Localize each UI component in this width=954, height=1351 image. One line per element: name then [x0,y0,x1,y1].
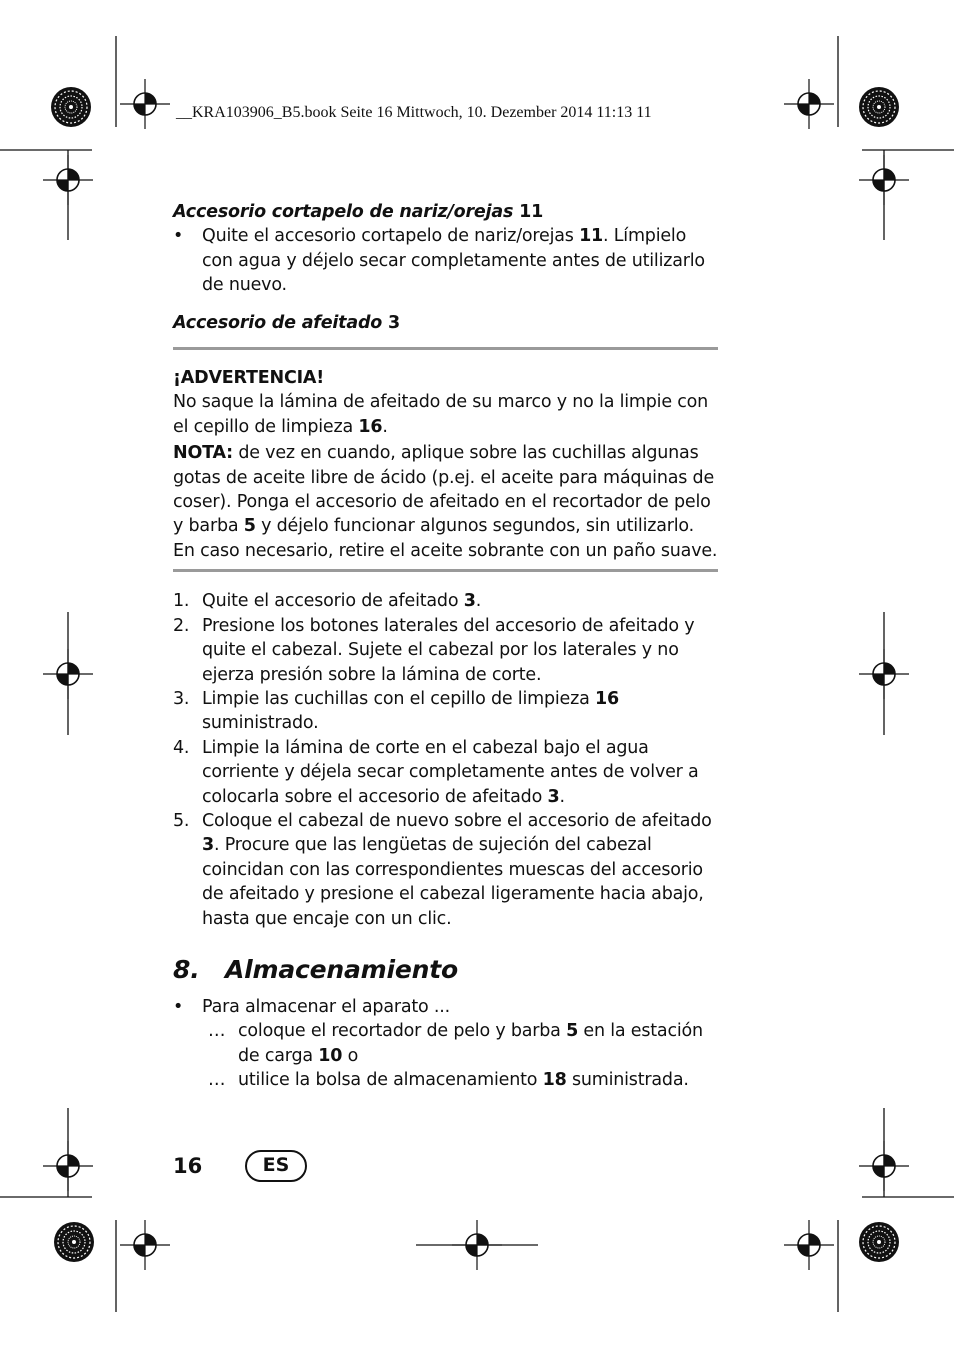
list-item: 5. Coloque el cabezal de nuevo sobre el accesorio de afeitado 3. Procure que las lengüetas de sujeción del cabezal coincidan con las correspondientes muescas del accesorio de afeitado y presione el cabezal ligeramente hacia abajo, hasta que encaje con un clic. [173,810,712,929]
list-item: 4. Limpie la lámina de corte en el cabezal bajo el agua corriente y déjela secar completamente antes de volver a colocarla sobre el accesorio de afeitado 3. [173,737,699,807]
registration-mark-icon [784,79,834,129]
subheading-shaver: Accesorio de afeitado 3 [173,312,400,333]
warning-title: ¡ADVERTENCIA! [173,368,325,389]
subheading-nose-trimmer: Accesorio cortapelo de nariz/orejas 11 [173,202,544,222]
list-item: 3. Limpie las cuchillas con el cepillo de limpieza 16 suministrado. [173,688,619,734]
star-mark-icon [859,87,899,127]
star-mark-icon [859,1222,899,1262]
bullet-icon: • [173,996,184,1017]
registration-mark-icon [120,79,170,129]
warning-text: No saque la lámina de afeitado de su marco y no la limpie con el cepillo de limpieza 16. [173,392,709,437]
print-header: __KRA103906_B5.book Seite 16 Mittwoch, 10. Dezember 2014 11:13 11 [176,104,652,121]
note-text: NOTA: de vez en cuando, aplique sobre las cuchillas algunas gotas de aceite libre de ácido (p.ej. el aceite para máquinas de coser). Ponga el accesorio de afeitado en el recortador de pelo y barba 5 y déjelo funcionar algunos segundos, sin utilizarlo. En caso necesario, retire el aceite sobrante con un paño suave. [173,443,718,561]
list-item: • Quite el accesorio cortapelo de nariz/orejas 11. Límpielo con agua y déjelo secar completamente antes de utilizarlo de nuevo. [173,226,705,296]
star-mark-icon [51,87,91,127]
language-badge: ES [245,1150,307,1182]
bullet-icon: • [173,226,184,247]
star-mark-icon [54,1222,94,1262]
warning-box [173,366,718,563]
page-number: 16 [173,1154,203,1178]
page-content [173,200,718,1093]
list-item: • Para almacenar el aparato ... [173,995,718,1019]
steps-list [173,589,718,931]
list-item: 2. Presione los botones laterales del accesorio de afeitado y quite el cabezal. Sujete el cabezal por los laterales y no ejerza presión sobre la lámina de corte. [173,615,695,685]
section-title: 8. Almacenamiento [173,954,458,984]
list-item: … coloque el recortador de pelo y barba 5 en la estación de carga 10 o [208,1021,703,1066]
registration-mark-icon [784,1220,834,1270]
list-item: 1. Quite el accesorio de afeitado 3. [173,591,482,612]
list-item: … utilice la bolsa de almacenamiento 18 suministrada. [208,1070,689,1091]
registration-mark-icon [120,1220,170,1270]
